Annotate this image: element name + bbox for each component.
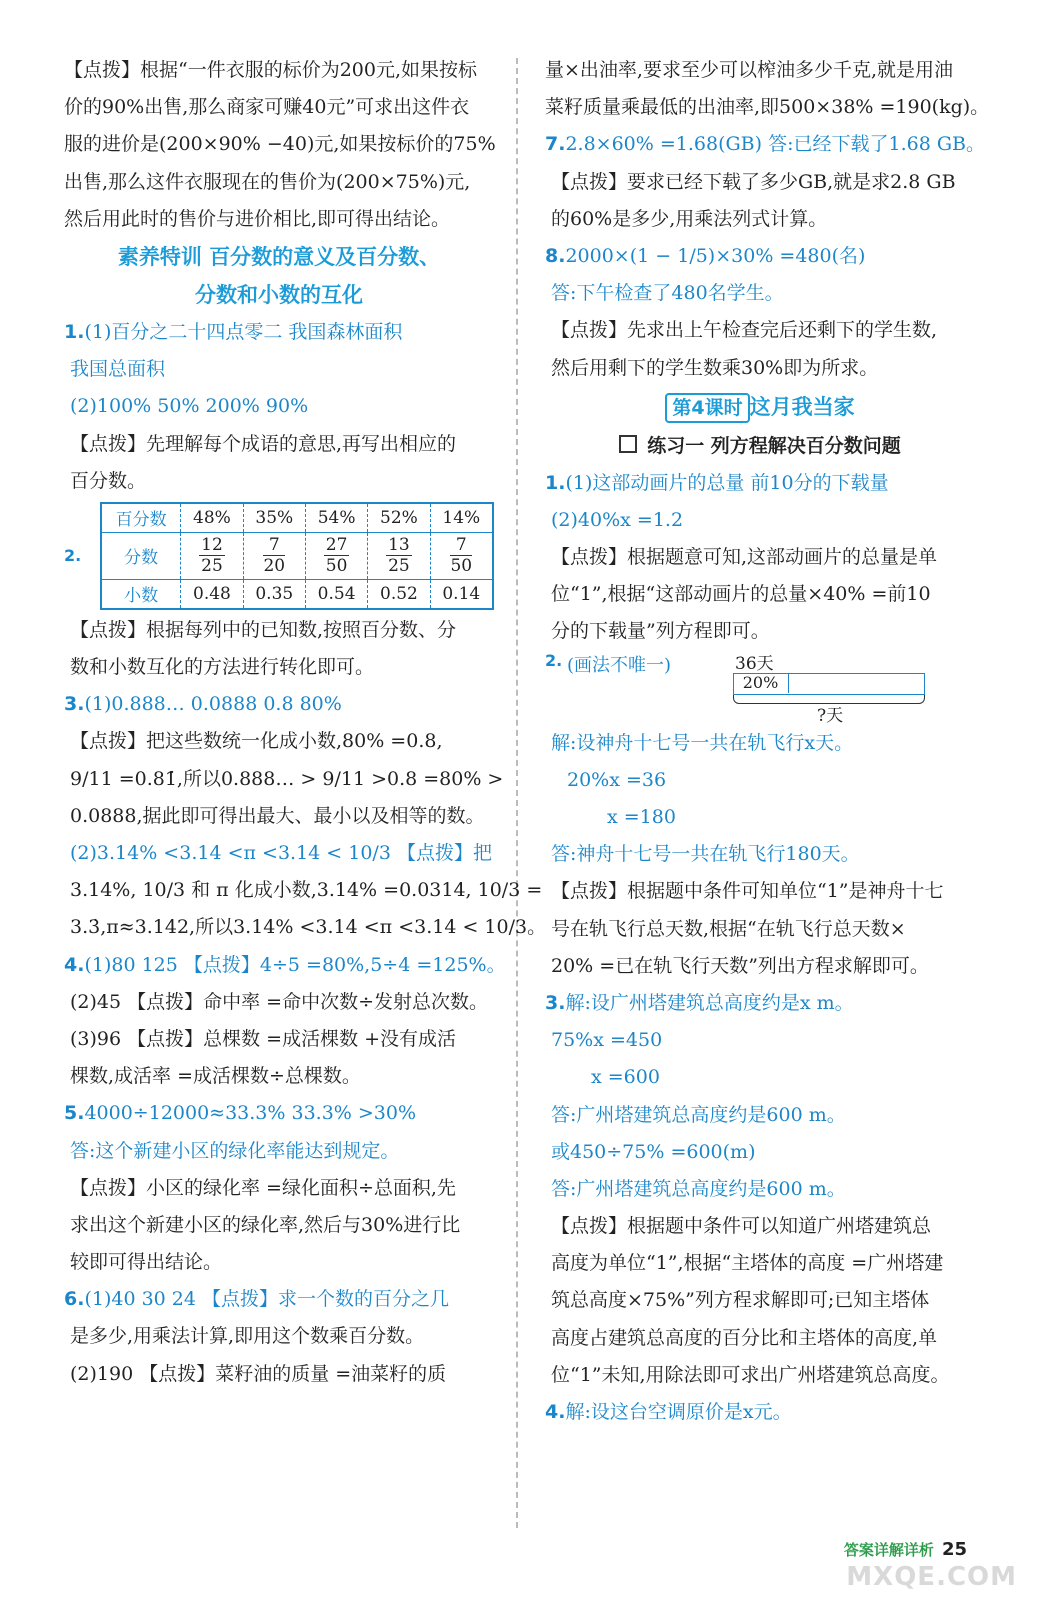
text-line: 然后用此时的售价与进价相比,即可得出结论。 bbox=[64, 207, 451, 230]
table-row-percent bbox=[101, 503, 493, 533]
r3-solution: 答:广州塔建筑总高度约是600 m。 bbox=[551, 1103, 846, 1126]
r1-answer bbox=[545, 465, 975, 502]
r3-solution-text: 解:设广州塔建筑总高度约是x m。 bbox=[565, 991, 854, 1014]
checkbox-icon bbox=[619, 435, 637, 453]
q6-answer bbox=[64, 1281, 494, 1318]
diagram-bottom-label: ?天 bbox=[817, 705, 844, 726]
q4-answer: (3)96 【点拨】总棵数 =成活棵数 +没有成活 bbox=[70, 1027, 457, 1050]
q6-hint: 是多少,用乘法计算,即用这个数乘百分数。 bbox=[70, 1325, 425, 1348]
table-cell: 54% bbox=[305, 503, 367, 533]
table-row-fraction bbox=[101, 532, 493, 579]
q7-hint: 的60%是多少,用乘法列式计算。 bbox=[551, 207, 828, 230]
q8-answer: 答:下午检查了480名学生。 bbox=[551, 282, 784, 305]
r3-number: 3. bbox=[545, 991, 566, 1014]
r3-hint: 【点拨】根据题中条件可以知道广州塔建筑总 bbox=[551, 1215, 932, 1238]
table-cell: 小数 bbox=[101, 579, 181, 609]
denominator: 25 bbox=[201, 556, 223, 577]
q1-answer-text: (1)百分之二十四点零二 我国森林面积 bbox=[84, 320, 403, 343]
r1-answer-text: (1)这部动画片的总量 前10分的下载量 bbox=[565, 471, 889, 494]
r2-hint: 号在轨飞行总天数,根据“在轨飞行总天数× bbox=[551, 917, 906, 940]
r2-hint: 【点拨】根据题中条件可知单位“1”是神舟十七 bbox=[551, 880, 944, 903]
r1-hint: 位“1”,根据“这部动画片的总量×40% =前10 bbox=[551, 583, 931, 606]
q4-answer bbox=[64, 947, 506, 984]
table-cell: 0.54 bbox=[305, 579, 367, 609]
table-row-decimal bbox=[101, 579, 493, 609]
q8-answer-text: 2000×(1 − 1/5)×30% =480(名) bbox=[565, 244, 866, 267]
diagram-segment: 20% bbox=[733, 673, 789, 693]
column-divider bbox=[516, 58, 518, 1528]
fraction bbox=[263, 535, 285, 576]
r4-solution-text: 解:设这台空调原价是x元。 bbox=[565, 1401, 792, 1423]
table-cell bbox=[243, 532, 305, 579]
text-line: 价的90%出售,那么商家可赚40元”可求出这件衣 bbox=[64, 96, 470, 119]
r3-solution: 答:广州塔建筑总高度约是600 m。 bbox=[551, 1177, 846, 1200]
denominator: 50 bbox=[325, 556, 348, 577]
q8-number: 8. bbox=[545, 244, 566, 267]
r3-solution: 或450÷75% =600(m) bbox=[551, 1140, 756, 1163]
q2-hint: 【点拨】根据每列中的已知数,按照百分数、分 bbox=[70, 618, 457, 641]
page-footer bbox=[844, 1539, 967, 1560]
q8-hint: 然后用剩下的学生数乘30%即为所求。 bbox=[551, 356, 879, 379]
r3-hint: 筑总高度×75%”列方程求解即可;已知主塔体 bbox=[551, 1289, 930, 1312]
q8-hint: 【点拨】先求出上午检查完后还剩下的学生数, bbox=[551, 319, 938, 342]
q7-answer-text: 2.8×60% =1.68(GB) 答:已经下载了1.68 GB。 bbox=[565, 133, 985, 156]
section-title: 素养特训 百分数的意义及百分数、 bbox=[117, 244, 441, 269]
table-cell: 百分数 bbox=[101, 503, 181, 533]
q7-answer bbox=[545, 126, 985, 163]
q4-hint: 棵数,成活率 =成活棵数÷总棵数。 bbox=[70, 1065, 361, 1088]
q1-answer: (2)100% 50% 200% 90% bbox=[70, 395, 309, 418]
q5-answer: 答:这个新建小区的绿化率能达到规定。 bbox=[70, 1139, 400, 1162]
r2-solution: x =180 bbox=[607, 806, 676, 828]
r2-number: 2. bbox=[545, 650, 563, 670]
right-column bbox=[545, 52, 990, 1431]
exercise-heading bbox=[545, 427, 975, 465]
fraction bbox=[450, 535, 472, 576]
q3-answer bbox=[64, 686, 494, 723]
r1-number: 1. bbox=[545, 471, 566, 494]
table-cell bbox=[368, 532, 430, 579]
lesson-badge: 第4课时 bbox=[665, 393, 749, 423]
r3-solution: x =600 bbox=[591, 1066, 660, 1089]
q3-answer: (2)3.14% <3.14 <π <3.14̇ < 10/3 【点拨】把 bbox=[70, 842, 492, 864]
q3-hint: 3.3̇,π≈3.142,所以3.14% <3.14 <π <3.14̇ < 10/3。 bbox=[70, 916, 547, 939]
text-line: 菜籽质量乘最低的出油率,即500×38% =190(kg)。 bbox=[545, 96, 990, 119]
q1-number: 1. bbox=[64, 320, 85, 343]
q6-answer-text: (1)40 30 24 【点拨】求一个数的百分之几 bbox=[84, 1288, 450, 1311]
segment-diagram bbox=[545, 651, 975, 725]
q5-hint: 较即可得出结论。 bbox=[70, 1251, 223, 1274]
table-cell bbox=[181, 532, 243, 579]
watermark: MXQE.COM bbox=[846, 1562, 1017, 1592]
fraction bbox=[324, 535, 350, 576]
q4-answer-text: (1)80 125 【点拨】4÷5 =80%,5÷4 =125%。 bbox=[84, 953, 506, 976]
r1-hint: 【点拨】根据题意可知,这部动画片的总量是单 bbox=[551, 546, 938, 569]
r1-hint: 分的下载量”列方程即可。 bbox=[551, 620, 770, 643]
text-line: 【点拨】根据“一件衣服的标价为200元,如果按标 bbox=[64, 59, 478, 81]
denominator: 20 bbox=[263, 556, 286, 577]
q3-hint: 0.0888,据此即可得出最大、最小以及相等的数。 bbox=[70, 804, 485, 827]
table-cell: 0.48 bbox=[181, 579, 243, 609]
q6-answer: (2)190 【点拨】菜籽油的质量 =油菜籽的质 bbox=[70, 1362, 447, 1385]
table-cell: 14% bbox=[430, 503, 493, 533]
text-line: 服的进价是(200×90% −40)元,如果按标价的75% bbox=[64, 133, 496, 156]
q7-hint: 【点拨】要求已经下载了多少GB,就是求2.8 GB bbox=[551, 170, 956, 193]
q2-block bbox=[64, 500, 494, 612]
page-number: 25 bbox=[941, 1539, 967, 1560]
q4-number: 4. bbox=[64, 953, 85, 976]
table-cell: 48% bbox=[181, 503, 243, 533]
r4-solution bbox=[545, 1394, 975, 1431]
table-cell: 分数 bbox=[101, 532, 181, 579]
denominator: 25 bbox=[388, 556, 410, 577]
q1-answer: 我国总面积 bbox=[70, 358, 166, 381]
r2-solution: 答:神舟十七号一共在轨飞行180天。 bbox=[551, 843, 860, 866]
r2-solution: 20%x =36 bbox=[567, 768, 667, 791]
r1-answer: (2)40%x =1.2 bbox=[551, 508, 684, 531]
table-cell: 0.52 bbox=[368, 579, 430, 609]
left-column bbox=[64, 52, 547, 1393]
q5-number: 5. bbox=[64, 1102, 85, 1125]
numerator: 7 bbox=[450, 535, 472, 556]
lesson-heading bbox=[545, 387, 975, 427]
table-cell: 52% bbox=[368, 503, 430, 533]
q5-answer-text: 4000÷12000≈33.3% 33.3% >30% bbox=[84, 1102, 417, 1125]
q3-hint: 【点拨】把这些数统一化成小数,80% =0.8, bbox=[70, 730, 443, 753]
table-cell bbox=[305, 532, 367, 579]
table-cell bbox=[430, 532, 493, 579]
r3-hint: 高度占建筑总高度的百分比和主塔体的高度,单 bbox=[551, 1326, 938, 1349]
r2-solution: 解:设神舟十七号一共在轨飞行x天。 bbox=[551, 731, 854, 754]
fraction bbox=[199, 535, 225, 576]
table-cell: 35% bbox=[243, 503, 305, 533]
q2-number: 2. bbox=[64, 546, 82, 566]
q3-answer-text: (1)0.888… 0.0888 0.8 80% bbox=[84, 693, 342, 716]
diagram-top-label: 36天 bbox=[735, 653, 774, 674]
q3-hint: 3.14%, 10/3 和 π 化成小数,3.14% =0.0314, 10/3 = bbox=[70, 879, 543, 902]
lesson-title: 这月我当家 bbox=[749, 394, 855, 419]
q8-answer bbox=[545, 238, 975, 275]
r2-note: (画法不唯一) bbox=[567, 654, 672, 676]
q7-number: 7. bbox=[545, 133, 566, 156]
q4-answer: (2)45 【点拨】命中率 =命中次数÷发射总次数。 bbox=[70, 990, 489, 1013]
fraction bbox=[386, 535, 412, 576]
r4-number: 4. bbox=[545, 1401, 566, 1423]
r3-hint: 位“1”未知,用除法即可求出广州塔建筑总高度。 bbox=[551, 1363, 950, 1386]
q6-number: 6. bbox=[64, 1288, 85, 1311]
conversion-table bbox=[100, 502, 494, 610]
numerator: 12 bbox=[201, 535, 223, 556]
r3-hint: 高度为单位“1”,根据“主塔体的高度 =广州塔建 bbox=[551, 1252, 944, 1275]
denominator: 50 bbox=[450, 556, 473, 577]
q5-hint: 求出这个新建小区的绿化率,然后与30%进行比 bbox=[70, 1213, 461, 1236]
q5-hint: 【点拨】小区的绿化率 =绿化面积÷总面积,先 bbox=[70, 1176, 456, 1199]
q2-hint: 数和小数互化的方法进行转化即可。 bbox=[70, 656, 375, 679]
r3-solution: 75%x =450 bbox=[551, 1029, 663, 1052]
q1-hint: 【点拨】先理解每个成语的意思,再写出相应的 bbox=[70, 432, 457, 455]
section-subtitle: 分数和小数的互化 bbox=[195, 282, 363, 307]
text-line: 出售,那么这件衣服现在的售价为(200×75%)元, bbox=[64, 170, 471, 193]
r2-hint: 20% =已在轨飞行天数”列出方程求解即可。 bbox=[551, 954, 929, 977]
q1-hint: 百分数。 bbox=[70, 469, 147, 492]
q3-number: 3. bbox=[64, 693, 85, 716]
table-cell: 0.35 bbox=[243, 579, 305, 609]
r3-solution bbox=[545, 985, 975, 1022]
numerator: 7 bbox=[263, 535, 285, 556]
footer-label: 答案详解详析 bbox=[843, 1541, 934, 1559]
q1-answer bbox=[64, 314, 494, 351]
numerator: 13 bbox=[388, 535, 410, 556]
q5-answer bbox=[64, 1095, 494, 1132]
text-line: 量×出油率,要求至少可以榨油多少千克,就是用油 bbox=[545, 59, 954, 81]
numerator: 27 bbox=[325, 535, 348, 556]
q3-hint: 9/11 =0.81̇,所以0.888… > 9/11 >0.8 =80% > bbox=[70, 767, 504, 790]
table-cell: 0.14 bbox=[430, 579, 493, 609]
exercise-title: 练习一 列方程解决百分数问题 bbox=[647, 434, 901, 457]
